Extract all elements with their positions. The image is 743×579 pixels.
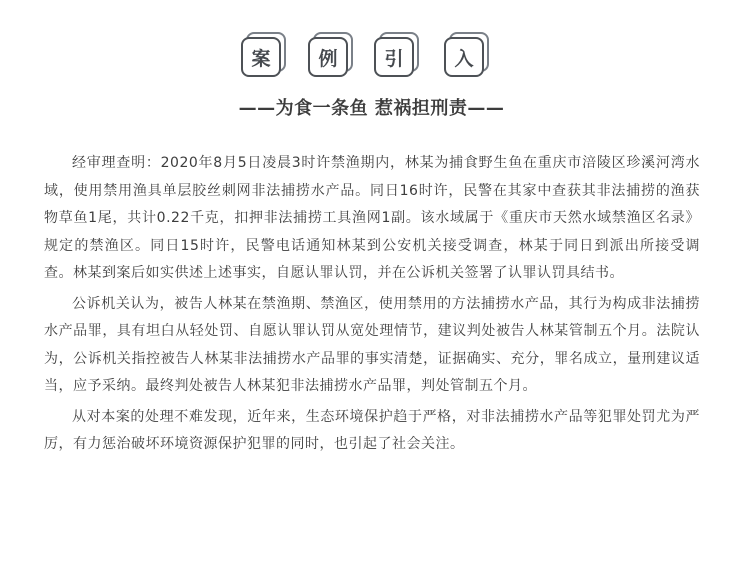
title-char: 引 — [374, 37, 414, 77]
section-title — [0, 32, 743, 80]
title-char-box — [308, 32, 354, 78]
title-char-box — [241, 32, 287, 78]
title-char-box — [444, 32, 490, 78]
article-body — [44, 150, 700, 462]
title-char: 入 — [444, 37, 484, 77]
paragraph-conclusion: 从对本案的处理不难发现，近年来，生态环境保护趋于严格，对非法捕捞水产品等犯罪处罚尤为严厉，有力惩治破坏环境资源保护犯罪的同时，也引起了社会关注。 — [44, 408, 700, 452]
title-char: 例 — [308, 37, 348, 77]
article-subtitle: ——为食一条鱼 惹祸担刑责—— — [238, 98, 505, 119]
title-char-box — [374, 32, 420, 78]
paragraph-judgment: 公诉机关认为，被告人林某在禁渔期、禁渔区，使用禁用的方法捕捞水产品，其行为构成非法捕捞水产品罪，具有坦白从轻处罚、自愿认罪认罚从宽处理情节，建议判处被告人林某管制五个月。法院认为，公诉机关指控被告人林某非法捕捞水产品罪的事实清楚，证据确实、充分，罪名成立，量刑建议适当，应予采纳。最终判处被告人林某犯非法捕捞水产品罪，判处管制五个月。 — [44, 295, 700, 394]
paragraph-facts: 经审理查明：2020年8月5日凌晨3时许禁渔期内，林某为捕食野生鱼在重庆市涪陵区珍溪河湾水域，使用禁用渔具单层胶丝刺网非法捕捞水产品。同日16时许，民警在其家中查获其非法捕捞的渔获物草鱼1尾，共计0.22千克，扣押非法捕捞工具渔网1副。该水域属于《重庆市天然水域禁渔区名录》规定的禁渔区。同日15时许，民警电话通知林某到公安机关接受调查，林某于同日到派出所接受调查。林某到案后如实供述上述事实，自愿认罪认罚，并在公诉机关签署了认罪认罚具结书。 — [44, 155, 700, 281]
title-char: 案 — [241, 37, 281, 77]
